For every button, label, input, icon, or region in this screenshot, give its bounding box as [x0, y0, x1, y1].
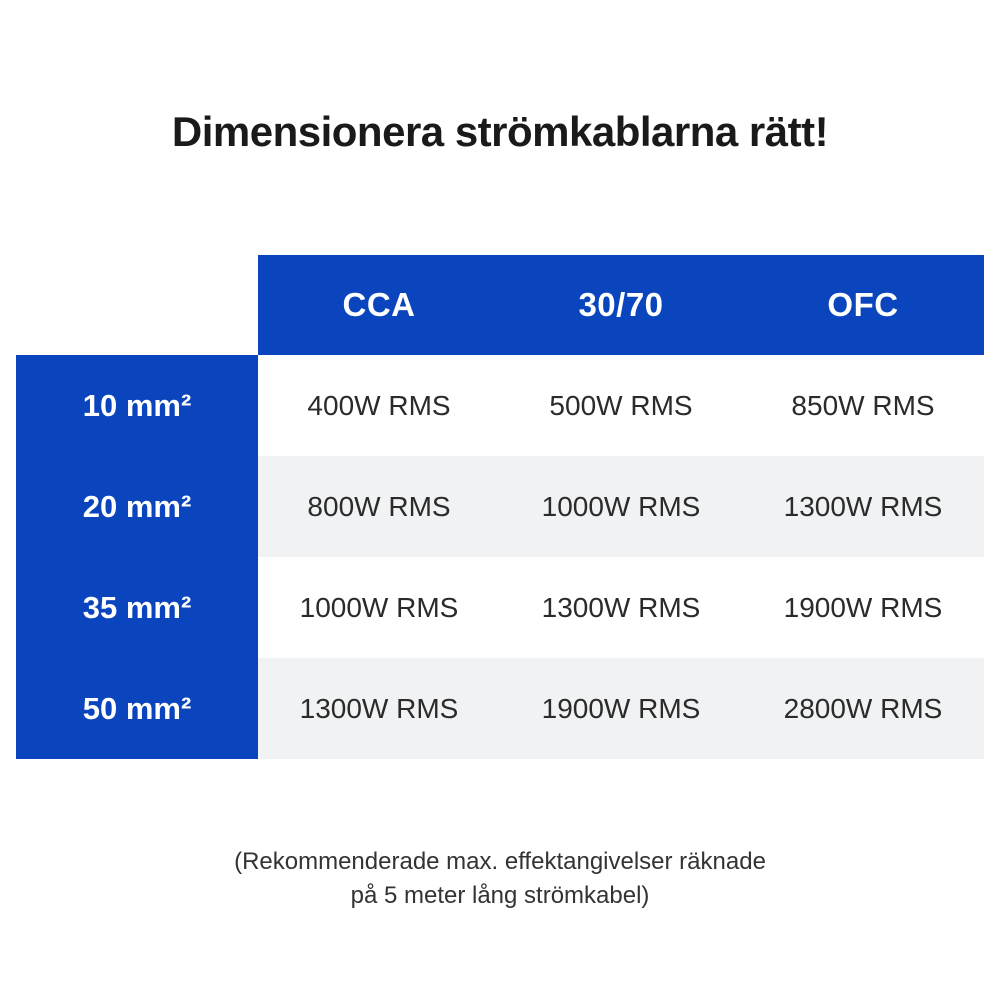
footnote-line-1: (Rekommenderade max. effektangivelser räknade [234, 848, 766, 875]
power-rating-table [16, 255, 984, 759]
row-header-35mm2: 35 mm² [16, 557, 258, 658]
cell-20mm2-3070: 1000W RMS [500, 456, 742, 557]
row-header-10mm2: 10 mm² [16, 355, 258, 456]
table-corner-cell [16, 255, 258, 355]
cell-35mm2-cca: 1000W RMS [258, 557, 500, 658]
cell-50mm2-3070: 1900W RMS [500, 658, 742, 759]
table-row [16, 557, 984, 658]
cell-35mm2-ofc: 1900W RMS [742, 557, 984, 658]
table-body [16, 355, 984, 759]
cell-10mm2-ofc: 850W RMS [742, 355, 984, 456]
table-header [16, 255, 984, 355]
column-header-3070: 30/70 [500, 255, 742, 355]
column-header-ofc: OFC [742, 255, 984, 355]
cell-20mm2-ofc: 1300W RMS [742, 456, 984, 557]
table-row [16, 658, 984, 759]
table-header-row [16, 255, 984, 355]
cell-50mm2-cca: 1300W RMS [258, 658, 500, 759]
footnote [0, 845, 1000, 913]
row-header-20mm2: 20 mm² [16, 456, 258, 557]
cell-10mm2-cca: 400W RMS [258, 355, 500, 456]
page-title: Dimensionera strömkablarna rätt! [171, 108, 829, 155]
table-row [16, 355, 984, 456]
cell-50mm2-ofc: 2800W RMS [742, 658, 984, 759]
cell-10mm2-3070: 500W RMS [500, 355, 742, 456]
cell-35mm2-3070: 1300W RMS [500, 557, 742, 658]
cell-20mm2-cca: 800W RMS [258, 456, 500, 557]
table-row [16, 456, 984, 557]
footnote-line-2: på 5 meter lång strömkabel) [350, 882, 650, 910]
row-header-50mm2: 50 mm² [16, 658, 258, 759]
power-rating-table-container [16, 255, 984, 759]
column-header-cca: CCA [258, 255, 500, 355]
